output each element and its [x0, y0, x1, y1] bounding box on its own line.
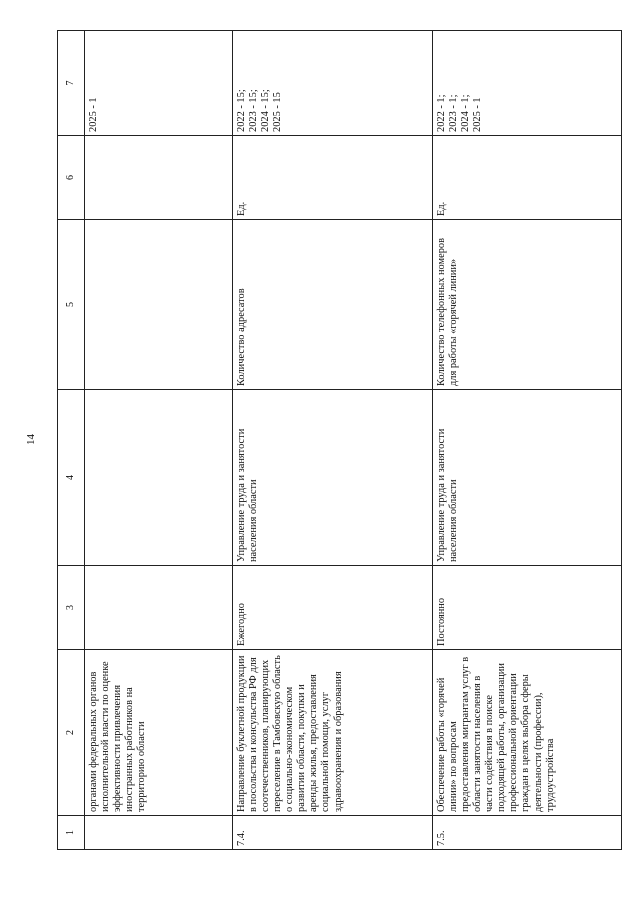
unit-cell: Ед.	[433, 136, 622, 220]
value-line: 2022 - 1;	[436, 94, 447, 132]
values-cell	[85, 31, 233, 136]
measure-cell: Обеспечение работы «горячей линии» по вопросам предоставления мигрантам услуг в области занятости населения в части содействия в поиске подходящей работы, организации профессиональной ориентации граждан в целях выбора сферы деятельности (профессии), трудоустройства	[433, 650, 622, 816]
unit-cell: Ед.	[233, 136, 433, 220]
header-cell: 1	[58, 816, 85, 850]
executor-cell	[85, 390, 233, 566]
rotated-table-container	[57, 30, 622, 850]
header-cell: 5	[58, 220, 85, 390]
value-line: 2024 - 15;	[260, 89, 272, 132]
period-cell: Постоянно	[433, 566, 622, 650]
header-cell: 6	[58, 136, 85, 220]
header-cell: 3	[58, 566, 85, 650]
measure-cell: органами федеральных органов исполнительной власти по оценке эффективности привлечения иностранных работников на территорию области	[85, 650, 233, 816]
table-header-row	[58, 31, 85, 850]
unit-cell	[85, 136, 233, 220]
page-number: 14	[25, 434, 37, 445]
table-row	[233, 31, 433, 850]
value-line: 2022 - 15;	[236, 89, 247, 132]
values-cell	[433, 31, 622, 136]
indicator-cell: Количество телефонных номеров для работы «горячей линии»	[433, 220, 622, 390]
header-cell: 4	[58, 390, 85, 566]
value-line: 2025 - 1	[472, 97, 484, 132]
measures-table	[57, 30, 622, 850]
value-line: 2023 - 15;	[248, 89, 260, 132]
value-line: 2025 - 15	[272, 92, 284, 132]
executor-cell: Управление труда и занятости населения области	[233, 390, 433, 566]
period-cell	[85, 566, 233, 650]
table-row	[433, 31, 622, 850]
table-row	[85, 31, 233, 850]
values-cell	[233, 31, 433, 136]
row-number: 7.4.	[233, 816, 433, 850]
value-line: 2024 - 1;	[460, 94, 472, 132]
header-cell: 2	[58, 650, 85, 816]
value-line: 2023 - 1;	[448, 94, 460, 132]
executor-cell: Управление труда и занятости населения области	[433, 390, 622, 566]
header-cell: 7	[58, 31, 85, 136]
measure-cell: Направление буклетной продукции в посольства и консульства РФ для соотечественников, планирующих переселение в Тамбовскую область о социально-экономическом развитии области, покупки и аренды жилья, предоставления социальной помощи, услуг здравоохранения и образования	[233, 650, 433, 816]
value-line: 2025 - 1	[88, 97, 99, 132]
row-number: 7.5.	[433, 816, 622, 850]
row-number	[85, 816, 233, 850]
indicator-cell	[85, 220, 233, 390]
period-cell: Ежегодно	[233, 566, 433, 650]
indicator-cell: Количество адресатов	[233, 220, 433, 390]
